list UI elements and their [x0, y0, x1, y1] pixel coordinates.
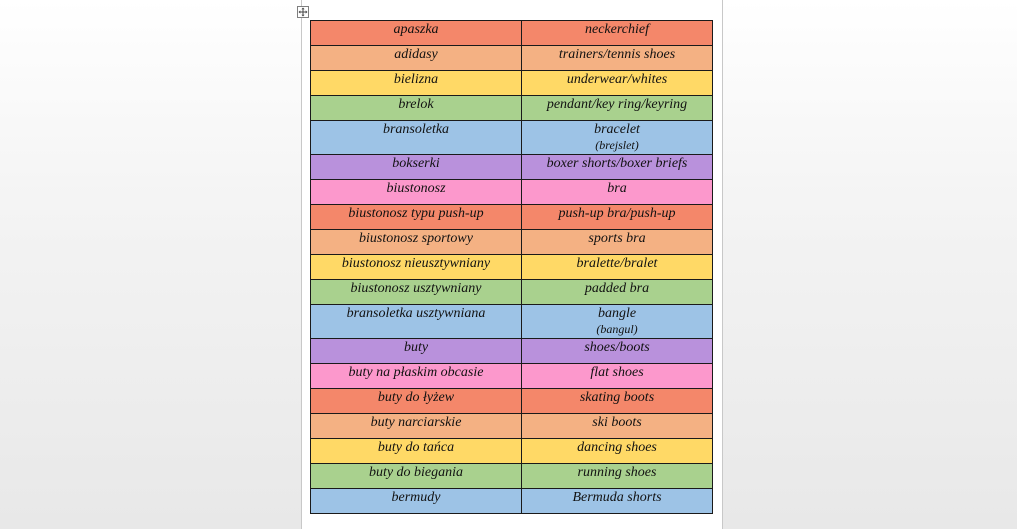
- polish-term-cell[interactable]: buty narciarskie: [311, 414, 522, 439]
- table-row: [311, 96, 713, 121]
- vocabulary-table-body: [311, 21, 713, 514]
- polish-term-cell[interactable]: brelok: [311, 96, 522, 121]
- table-row: [311, 489, 713, 514]
- english-term-cell[interactable]: neckerchief: [522, 21, 713, 46]
- table-row: [311, 439, 713, 464]
- polish-term-cell[interactable]: biustonosz: [311, 180, 522, 205]
- table-row: [311, 121, 713, 155]
- english-term-cell[interactable]: push-up bra/push-up: [522, 205, 713, 230]
- pronunciation-hint: (brejslet): [595, 138, 639, 152]
- polish-term-cell[interactable]: biustonosz usztywniany: [311, 280, 522, 305]
- polish-term-cell[interactable]: bransoletka usztywniana: [311, 305, 522, 339]
- polish-term-cell[interactable]: buty do tańca: [311, 439, 522, 464]
- polish-term-cell[interactable]: apaszka: [311, 21, 522, 46]
- table-row: [311, 414, 713, 439]
- polish-term-cell[interactable]: biustonosz nieusztywniany: [311, 255, 522, 280]
- polish-term-cell[interactable]: bermudy: [311, 489, 522, 514]
- table-row: [311, 364, 713, 389]
- english-term: bracelet: [594, 122, 640, 137]
- vocabulary-table: [310, 20, 713, 514]
- english-term-cell[interactable]: pendant/key ring/keyring: [522, 96, 713, 121]
- english-term-cell[interactable]: [522, 305, 713, 339]
- polish-term-cell[interactable]: buty na płaskim obcasie: [311, 364, 522, 389]
- table-row: [311, 21, 713, 46]
- move-arrows-icon: [298, 7, 308, 17]
- polish-term-cell[interactable]: biustonosz sportowy: [311, 230, 522, 255]
- english-term-cell[interactable]: bra: [522, 180, 713, 205]
- polish-term-cell[interactable]: bransoletka: [311, 121, 522, 155]
- english-term-cell[interactable]: boxer shorts/boxer briefs: [522, 155, 713, 180]
- polish-term-cell[interactable]: bokserki: [311, 155, 522, 180]
- table-row: [311, 389, 713, 414]
- english-term-cell[interactable]: [522, 121, 713, 155]
- polish-term-cell[interactable]: buty: [311, 339, 522, 364]
- table-row: [311, 255, 713, 280]
- pronunciation-hint: (bangul): [596, 322, 638, 336]
- polish-term-cell[interactable]: biustonosz typu push-up: [311, 205, 522, 230]
- table-row: [311, 305, 713, 339]
- english-term-cell[interactable]: skating boots: [522, 389, 713, 414]
- english-term-cell[interactable]: trainers/tennis shoes: [522, 46, 713, 71]
- english-term-cell[interactable]: running shoes: [522, 464, 713, 489]
- table-row: [311, 46, 713, 71]
- polish-term-cell[interactable]: buty do łyżew: [311, 389, 522, 414]
- table-row: [311, 155, 713, 180]
- english-term-cell[interactable]: padded bra: [522, 280, 713, 305]
- english-term: bangle: [597, 306, 637, 321]
- english-term-cell[interactable]: flat shoes: [522, 364, 713, 389]
- english-term-cell[interactable]: shoes/boots: [522, 339, 713, 364]
- english-term-cell[interactable]: bralette/bralet: [522, 255, 713, 280]
- polish-term-cell[interactable]: buty do biegania: [311, 464, 522, 489]
- english-term-cell[interactable]: sports bra: [522, 230, 713, 255]
- polish-term-cell[interactable]: bielizna: [311, 71, 522, 96]
- table-row: [311, 205, 713, 230]
- english-term-cell[interactable]: dancing shoes: [522, 439, 713, 464]
- table-row: [311, 339, 713, 364]
- table-row: [311, 180, 713, 205]
- table-row: [311, 71, 713, 96]
- table-move-handle[interactable]: [297, 6, 309, 18]
- english-term-cell[interactable]: Bermuda shorts: [522, 489, 713, 514]
- english-term-cell[interactable]: underwear/whites: [522, 71, 713, 96]
- english-term-cell[interactable]: ski boots: [522, 414, 713, 439]
- table-row: [311, 464, 713, 489]
- polish-term-cell[interactable]: adidasy: [311, 46, 522, 71]
- table-row: [311, 280, 713, 305]
- table-row: [311, 230, 713, 255]
